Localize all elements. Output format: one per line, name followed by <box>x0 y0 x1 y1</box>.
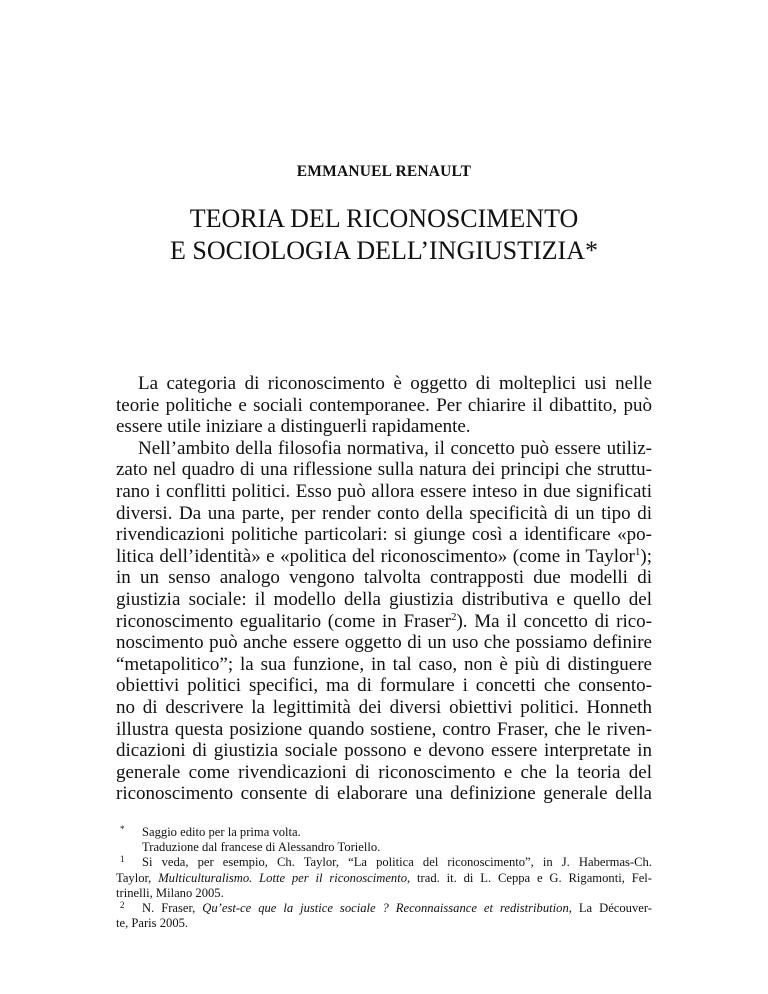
author-name: EMMANUEL RENAULT <box>296 163 472 180</box>
article-title <box>0 203 768 267</box>
text-segment: , La Découver- <box>568 900 652 915</box>
text-line: teorie politiche e sociali contemporanee. Per chiarire il dibattito, può <box>116 394 652 416</box>
footnote-star-line-1: * Saggio edito per la prima volta. <box>120 824 301 839</box>
text-segment: ); <box>640 545 652 567</box>
text-segment: Si veda, per esempio, Ch. Taylor, “La politica del riconoscimento”, in J. Habermas-Ch. <box>142 855 652 870</box>
book-title: Qu’est-ce que la justice sociale ? Reconnaissance et redistribution <box>202 900 569 915</box>
footnote-star-line-2: Traduzione dal francese di Alessandro Toriello. <box>142 840 381 855</box>
text-line: essere utile iniziare a distinguerli rapidamente. <box>116 416 471 438</box>
text-line: Nell’ambito della filosofia normativa, il concetto può essere utiliz- <box>138 437 652 459</box>
text-line: rivendicazioni politiche particolari: si giunge così a identificare «po- <box>116 524 652 546</box>
title-line-2: E SOCIOLOGIA DELL’INGIUSTIZIA* <box>170 236 598 265</box>
title-line-1: TEORIA DEL RICONOSCIMENTO <box>189 204 579 233</box>
text-line: giustizia sociale: il modello della giustizia distributiva e quello del <box>116 588 652 610</box>
text-line: dicazioni di giustizia sociale possono e devono essere interpretate in <box>116 740 652 762</box>
text-line: noscimento può anche essere oggetto di un uso che possiamo definire <box>116 632 652 654</box>
text-segment: Taylor, <box>116 870 159 885</box>
body-text <box>116 373 652 805</box>
text-line <box>116 546 652 568</box>
text-line <box>116 611 652 633</box>
text-line: riconoscimento consente di elaborare una definizione generale della <box>116 783 652 805</box>
footnote-ref-2: 2 <box>450 610 457 623</box>
footnote-2-line-2: te, Paris 2005. <box>116 916 189 931</box>
text-line: zato nel quadro di una riflessione sulla natura dei principi che struttu- <box>116 459 652 481</box>
footnote-2-line-1: 2 N. Fraser, Qu’est-ce que la justice sociale ? Reconnaissance et redistribution, La Découver- <box>120 899 652 915</box>
footnotes <box>116 825 652 931</box>
text-line: La categoria di riconoscimento è oggetto di molteplici usi nelle <box>138 373 652 394</box>
text-line: illustra questa posizione quando sostiene, contro Fraser, che le riven- <box>116 718 652 740</box>
footnote-1-line-3: trinelli, Milano 2005. <box>116 885 224 900</box>
text-line: rano i conflitti politici. Esso può allora essere inteso in due significati <box>116 480 652 502</box>
footnote-1-line-2 <box>116 871 652 886</box>
footnote-ref-1: 1 <box>634 545 641 558</box>
text-segment: ). Ma il concetto di rico- <box>456 610 652 632</box>
text-segment: litica dell’identità» e «politica del riconoscimento» (come in Taylor <box>116 545 635 567</box>
text-segment: N. Fraser, <box>142 900 203 915</box>
footnote-1-line-1: 1 Si veda, per esempio, Ch. Taylor, “La politica del riconoscimento”, in J. Habermas-Ch. <box>120 854 652 870</box>
text-line: no di descrivere la legittimità dei diversi obiettivi politici. Honneth <box>116 696 652 718</box>
text-line: diversi. Da una parte, per render conto della specificità di un tipo di <box>116 502 652 524</box>
book-title: Multiculturalismo. Lotte per il riconoscimento <box>158 870 408 885</box>
text-line: generale come rivendicazioni di riconoscimento e che la teoria del <box>116 761 652 783</box>
text-segment: riconoscimento egualitario (come in Fraser <box>116 610 451 632</box>
text-line: obiettivi politici specifici, ma di formulare i concetti che consento- <box>116 675 652 697</box>
text-segment: , trad. it. di L. Ceppa e G. Rigamonti, Fel- <box>407 870 652 885</box>
text-segment: Saggio edito per la prima volta. <box>142 825 301 839</box>
text-line: “metapolitico”; la sua funzione, in tal caso, non è più di distinguere <box>116 653 652 675</box>
text-line: in un senso analogo vengono talvolta contrapposti due modelli di <box>116 567 652 589</box>
